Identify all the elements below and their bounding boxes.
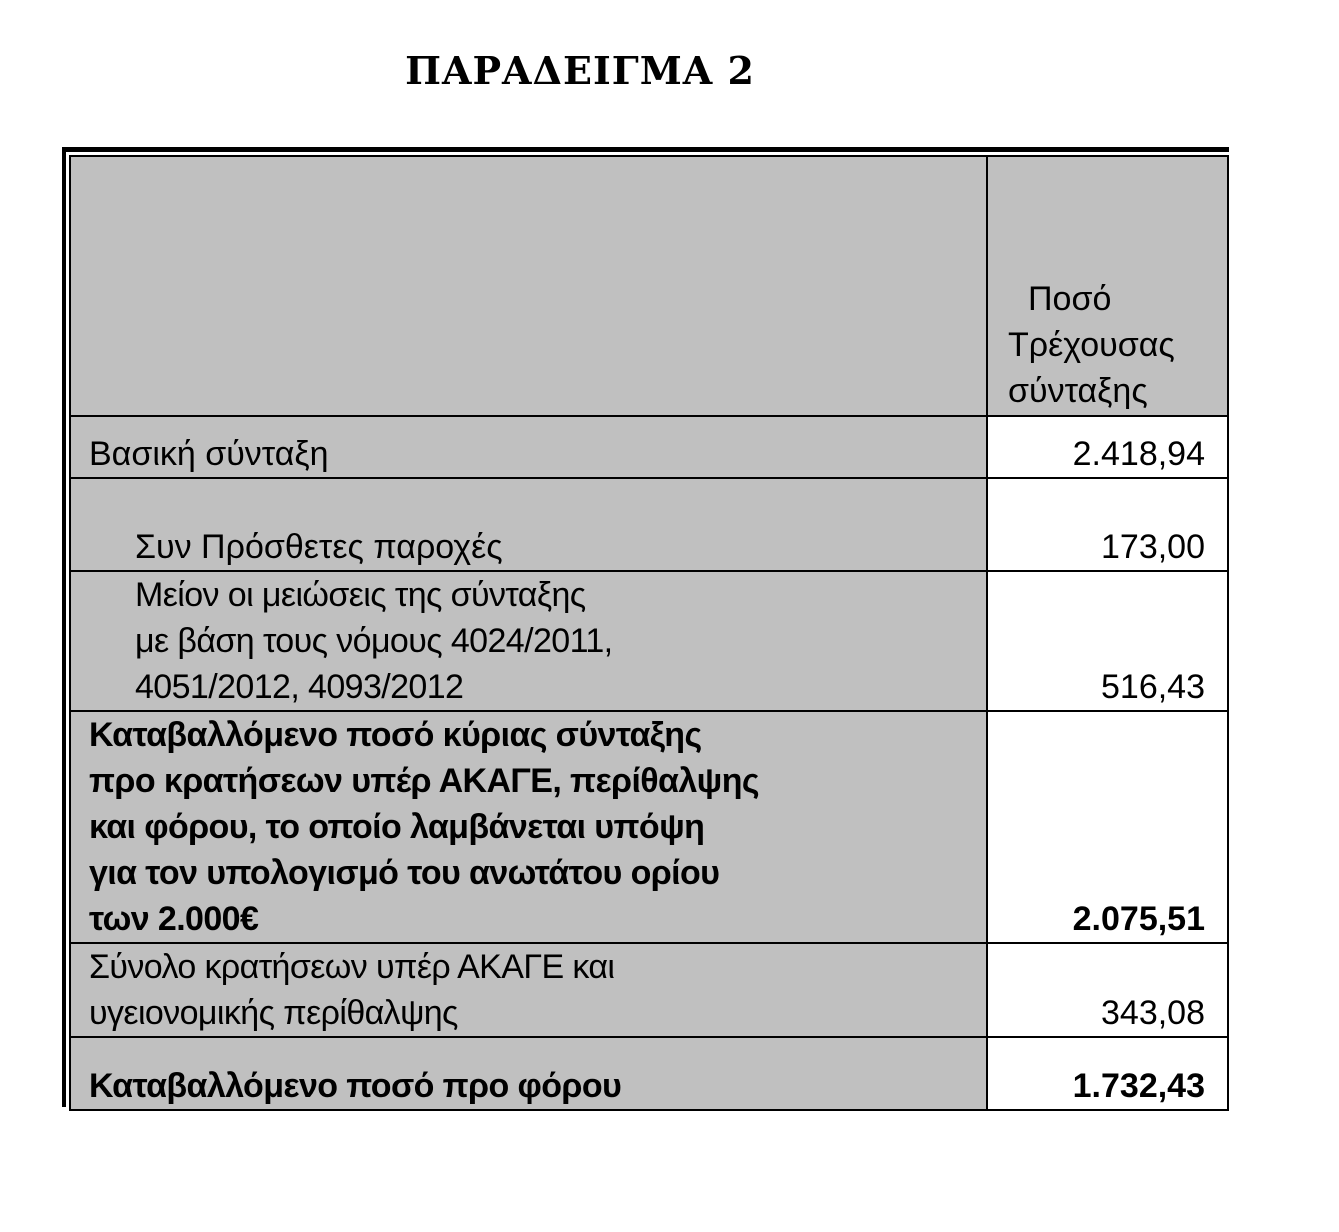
- row-label-basic-pension: Βασική σύνταξη: [70, 416, 987, 478]
- table-outer-border-top: [62, 147, 1229, 152]
- table-row: [70, 943, 1228, 1037]
- row-label-paid-amount-pre-deductions: Καταβαλλόμενο ποσό κύριας σύνταξης προ κρατήσεων υπέρ ΑΚΑΓΕ, περίθαλψης και φόρου, το οποίο λαμβάνεται υπόψη για τον υπολογισμό του ανωτάτου ορίου των 2.000€: [70, 711, 987, 943]
- header-value-cell: [987, 156, 1228, 416]
- row-value-reductions: 516,43: [987, 571, 1228, 711]
- table-outer-border-left: [62, 147, 66, 1107]
- row-label-reductions: Μείον οι μειώσεις της σύνταξης με βάση τους νόμους 4024/2011, 4051/2012, 4093/2012: [70, 571, 987, 711]
- header-line: Τρέχουσας: [1008, 326, 1175, 364]
- pension-grid: [69, 155, 1229, 1111]
- row-value-paid-amount-pre-tax: 1.732,43: [987, 1037, 1228, 1110]
- pension-table: [62, 147, 1229, 1107]
- table-row: [70, 571, 1228, 711]
- row-label-total-deductions: Σύνολο κρατήσεων υπέρ ΑΚΑΓΕ και υγειονομικής περίθαλψης: [70, 943, 987, 1037]
- header-line: Ποσό: [1028, 280, 1112, 318]
- table-row: [70, 416, 1228, 478]
- table-row: [70, 478, 1228, 571]
- header-label-cell: [70, 156, 987, 416]
- row-value-paid-amount-pre-deductions: 2.075,51: [987, 711, 1228, 943]
- table-row: [70, 711, 1228, 943]
- table-row: [70, 1037, 1228, 1110]
- row-label-paid-amount-pre-tax: Καταβαλλόμενο ποσό προ φόρου: [70, 1037, 987, 1110]
- row-value-total-deductions: 343,08: [987, 943, 1228, 1037]
- page-title: ΠΑΡΑΔΕΙΓΜΑ 2: [405, 48, 755, 93]
- row-value-additional-benefits: 173,00: [987, 478, 1228, 571]
- row-label-additional-benefits: Συν Πρόσθετες παροχές: [70, 478, 987, 571]
- row-value-basic-pension: 2.418,94: [987, 416, 1228, 478]
- header-line: σύνταξης: [1008, 372, 1148, 410]
- table-header-row: [70, 156, 1228, 416]
